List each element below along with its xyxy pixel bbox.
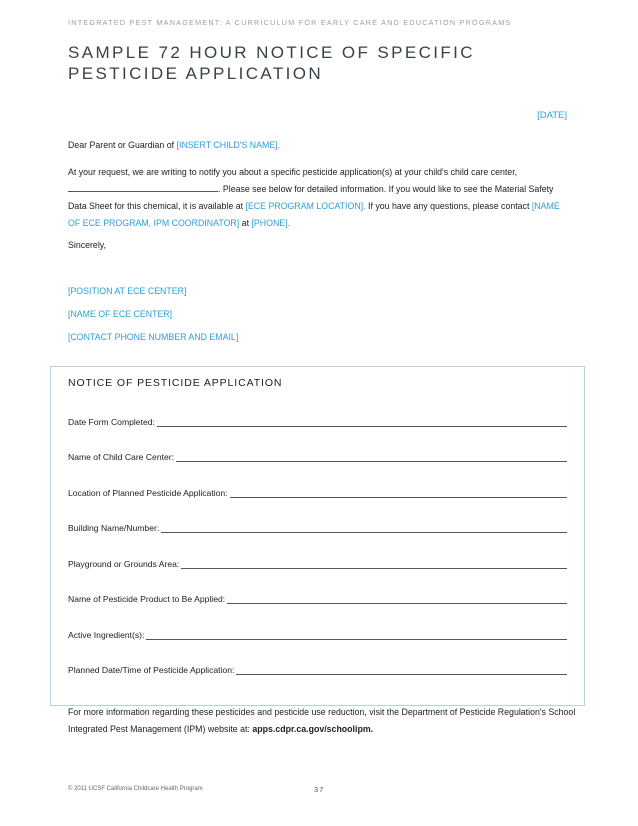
form-row-ingredients[interactable]: [68, 628, 567, 640]
center-name-blank: [68, 182, 218, 192]
form-blank-line[interactable]: [146, 630, 567, 640]
closing: Sincerely,: [68, 240, 106, 250]
form-row-playground[interactable]: [68, 557, 567, 569]
form-label: Planned Date/Time of Pesticide Application:: [68, 665, 235, 675]
form-blank-line[interactable]: [227, 594, 567, 604]
form-blank-line[interactable]: [157, 417, 567, 427]
form-row-date-completed[interactable]: [68, 415, 567, 427]
greeting: [68, 137, 570, 154]
more-info-text: [68, 704, 578, 738]
notice-title: NOTICE OF PESTICIDE APPLICATION: [68, 377, 283, 389]
form-row-center-name[interactable]: [68, 450, 567, 462]
form-blank-line[interactable]: [181, 559, 567, 569]
body-text: . Please see below for detailed information. If you would like to see the Material Safety Data Sheet for this chemical, it is available at: [68, 184, 554, 211]
phone-placeholder: [PHONE].: [251, 218, 291, 228]
form-blank-line[interactable]: [161, 523, 567, 533]
body-text: At your request, we are writing to notify you about a specific pesticide application(s) at your child's child care center,: [68, 167, 518, 177]
signature-position: [POSITION AT ECE CENTER]: [68, 286, 187, 296]
running-header: INTEGRATED PEST MANAGEMENT: A CURRICULUM FOR EARLY CARE AND EDUCATION PROGRAMS: [68, 18, 512, 27]
form-blank-line[interactable]: [230, 488, 567, 498]
form-label: Name of Pesticide Product to Be Applied:: [68, 594, 226, 604]
greeting-prefix: Dear Parent or Guardian of: [68, 140, 177, 150]
date-placeholder: [DATE]: [537, 110, 567, 121]
letter-body: [68, 164, 570, 232]
form-label: Name of Child Care Center:: [68, 452, 175, 462]
form-row-planned-date[interactable]: [68, 663, 567, 675]
form-label: Location of Planned Pesticide Application:: [68, 488, 228, 498]
ece-location-placeholder: [ECE PROGRAM LOCATION].: [245, 201, 366, 211]
info-text: For more information regarding these pesticides and pesticide use reduction, visit the Department of Pesticide Regulation's School Integrated Pest Management (IPM) website at:: [68, 707, 576, 734]
form-row-location[interactable]: [68, 486, 567, 498]
signature-contact: [CONTACT PHONE NUMBER AND EMAIL]: [68, 332, 239, 342]
form-label: Active Ingredient(s):: [68, 630, 145, 640]
form-label: Date Form Completed:: [68, 417, 155, 427]
copyright: © 2011 UCSF California Childcare Health Program: [68, 786, 203, 792]
form-label: Playground or Grounds Area:: [68, 559, 180, 569]
child-name-placeholder: [INSERT CHILD'S NAME],: [176, 140, 281, 150]
body-text: at: [239, 218, 252, 228]
dpr-link[interactable]: apps.cdpr.ca.gov/schoolipm.: [252, 724, 374, 734]
page-number: 37: [314, 785, 325, 794]
form-label: Building Name/Number:: [68, 523, 160, 533]
form-row-product[interactable]: [68, 592, 567, 604]
form-row-building[interactable]: [68, 521, 567, 533]
body-text: If you have any questions, please contact: [365, 201, 532, 211]
form-blank-line[interactable]: [236, 665, 567, 675]
form-blank-line[interactable]: [176, 452, 567, 462]
signature-center-name: [NAME OF ECE CENTER]: [68, 309, 173, 319]
document-title: SAMPLE 72 HOUR NOTICE OF SPECIFIC PESTICIDE APPLICATION: [68, 43, 475, 83]
ece-program-placeholder: [NAME OF ECE PROGRAM, IPM COORDINATOR]: [68, 201, 560, 228]
